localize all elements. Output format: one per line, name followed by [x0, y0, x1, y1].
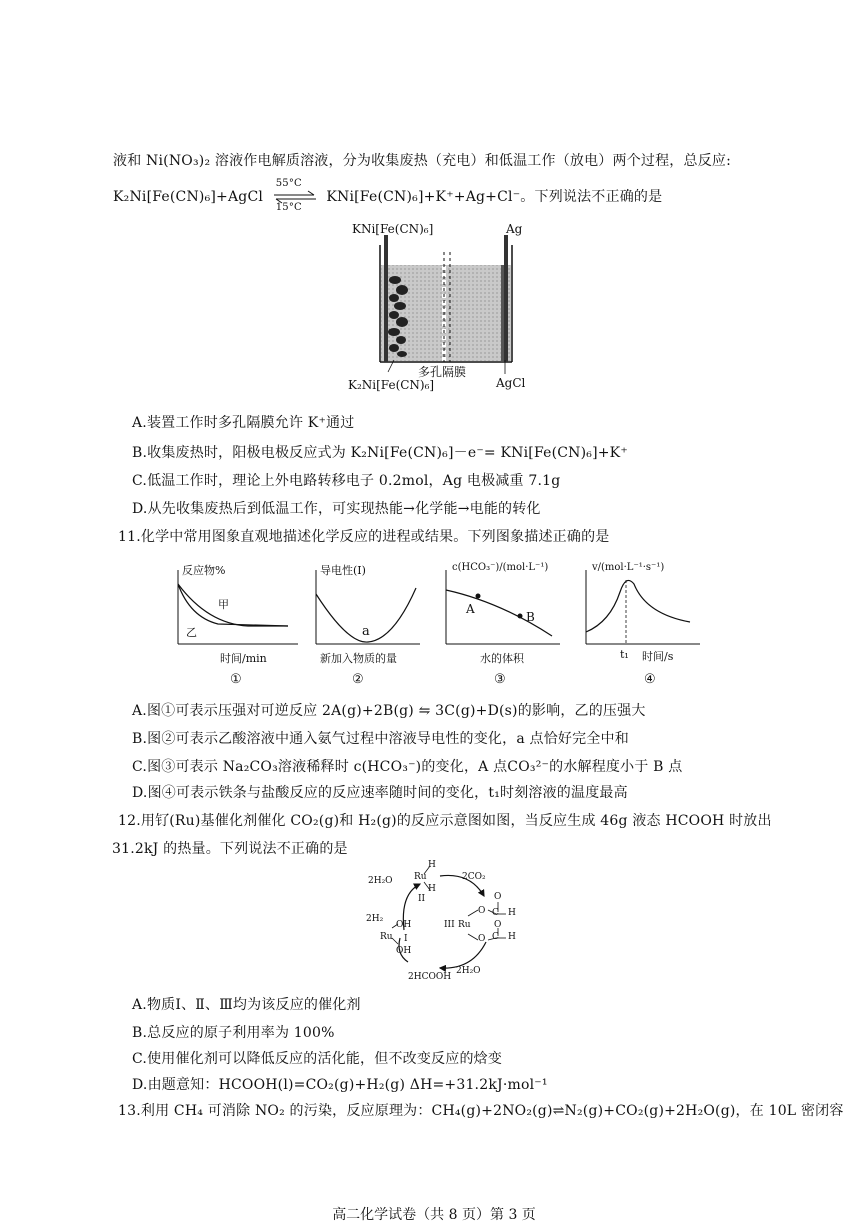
q11-stem: 11.化学中常用图象直观地描述化学反应的进程或结果。下列图象描述正确的是: [118, 529, 610, 545]
condition-bottom: 15°C: [275, 202, 302, 213]
q10-option-a: A.装置工作时多孔隔膜允许 K⁺通过: [132, 415, 355, 431]
q10-option-c: C.低温工作时，理论上外电路转移电子 0.2mol，Ag 电极减重 7.1g: [132, 473, 561, 489]
g4-t1: t₁: [620, 648, 629, 661]
o-3a: O: [478, 906, 486, 916]
ru-2: Ru: [414, 872, 427, 882]
q13-stem: 13.利用 CH₄ 可消除 NO₂ 的污染，反应原理为：CH₄(g)+2NO₂(g)⇌N₂(g)+CO₂(g)+2H₂O(g)，在 10L 密闭容: [118, 1103, 844, 1119]
h-2a: H: [428, 860, 436, 870]
oh-1b: OH: [396, 946, 412, 956]
q10-option-b: B.收集废热时，阳极电极反应式为 K₂Ni[Fe(CN)₆]－e⁻= KNi[Fe(CN)₆]+K⁺: [132, 445, 628, 461]
h-2b: H: [428, 884, 436, 894]
graph-1: [168, 562, 308, 692]
g4-ylabel: v/(mol·L⁻¹·s⁻¹): [592, 562, 665, 573]
q12-option-c: C.使用催化剂可以降低反应的活化能，但不改变反应的焓变: [132, 1051, 503, 1067]
catalytic-cycle-diagram: [360, 858, 540, 988]
g1-xlabel: 时间/min: [220, 652, 267, 665]
g4-xlabel: 时间/s: [642, 650, 674, 663]
label-ag: Ag: [506, 222, 523, 236]
g2-xlabel: 新加入物质的量: [320, 652, 397, 665]
reversible-arrow: [272, 178, 318, 213]
h-3a: H: [508, 908, 516, 918]
g3-ylabel: c(HCO₃⁻)/(mol·L⁻¹): [452, 562, 549, 573]
cycle-2h2o-left: 2H₂O: [368, 876, 393, 886]
q12-stem-line1: 12.用钌(Ru)基催化剂催化 CO₂(g)和 H₂(g)的反应示意图如图，当反应生成 46g 液态 HCOOH 时放出: [118, 813, 772, 829]
q11-option-a: A.图①可表示压强对可逆反应 2A(g)+2B(g) ⇋ 3C(g)+D(s)的影响，乙的压强大: [132, 703, 646, 719]
label-membrane: 多孔隔膜: [418, 365, 467, 379]
graph-2: [308, 562, 428, 692]
cell-diagram: [340, 220, 540, 400]
o-3c: O: [478, 934, 486, 944]
q12-option-a: A.物质Ⅰ、Ⅱ、Ⅲ均为该反应的催化剂: [132, 997, 361, 1013]
g3-point-a: A: [466, 602, 475, 616]
ru-3: Ru: [458, 920, 471, 930]
intro-line: 液和 Ni(NO₃)₂ 溶液作电解质溶液，分为收集废热（充电）和低温工作（放电）两个过程，总反应:: [113, 153, 732, 169]
g2-number: ②: [352, 672, 364, 687]
reaction-right: KNi[Fe(CN)₆]+K⁺+Ag+Cl⁻。下列说法不正确的是: [326, 189, 663, 205]
g4-number: ④: [644, 672, 656, 687]
g1-ylabel: 反应物%: [182, 564, 226, 577]
q12-option-d: D.由题意知：HCOOH(l)=CO₂(g)+H₂(g) ΔH=+31.2kJ·mol⁻¹: [132, 1077, 548, 1093]
ru-1: Ru: [380, 932, 393, 942]
q11-option-d: D.图④可表示铁条与盐酸反应的反应速率随时间的变化，t₁时刻溶液的温度最高: [132, 785, 628, 801]
page-footer: 高二化学试卷（共 8 页）第 3 页: [332, 1207, 536, 1223]
reaction-left: K₂Ni[Fe(CN)₆]+AgCl: [113, 189, 264, 205]
o-3d: O: [494, 920, 502, 930]
g1-number: ①: [230, 672, 242, 687]
g1-curve-yi: 乙: [186, 626, 197, 639]
q10-option-d: D.从先收集废热后到低温工作，可实现热能→化学能→电能的转化: [132, 501, 541, 517]
cycle-2h2o-right: 2H₂O: [456, 966, 481, 976]
graph-4: [580, 562, 710, 692]
c-3b: C: [492, 932, 499, 942]
g3-xlabel: 水的体积: [480, 652, 524, 665]
o-3b: O: [494, 892, 502, 902]
reaction-equation: [113, 178, 663, 213]
q11-option-c: C.图③可表示 Na₂CO₃溶液稀释时 c(HCO₃⁻)的变化，A 点CO₃²⁻的水解程度小于 B 点: [132, 759, 683, 775]
graph-3: [440, 562, 570, 692]
g3-point-b: B: [526, 610, 535, 624]
cycle-2hcooh: 2HCOOH: [408, 972, 452, 982]
c-3a: C: [492, 908, 499, 918]
label-agcl: AgCl: [496, 376, 526, 390]
oh-1a: OH: [396, 920, 412, 930]
roman-3: III: [444, 920, 455, 930]
g3-number: ③: [494, 672, 506, 687]
cycle-2co2: 2CO₂: [462, 872, 486, 882]
h-3b: H: [508, 932, 516, 942]
g1-curve-jia: 甲: [218, 598, 229, 611]
q12-stem-line2: 31.2kJ 的热量。下列说法不正确的是: [112, 841, 348, 857]
g2-ylabel: 导电性(I): [320, 564, 366, 577]
label-kni-fecn: KNi[Fe(CN)₆]: [352, 222, 434, 236]
condition-top: 55°C: [275, 178, 302, 189]
q12-option-b: B.总反应的原子利用率为 100%: [132, 1025, 335, 1041]
label-k2ni-fecn: K₂Ni[Fe(CN)₆]: [348, 378, 435, 392]
roman-2: II: [418, 894, 426, 904]
cycle-2h2: 2H₂: [366, 914, 384, 924]
q11-option-b: B.图②可表示乙酸溶液中通入氨气过程中溶液导电性的变化，a 点恰好完全中和: [132, 731, 629, 747]
roman-1: I: [404, 934, 408, 944]
g2-point-a: a: [362, 624, 370, 639]
